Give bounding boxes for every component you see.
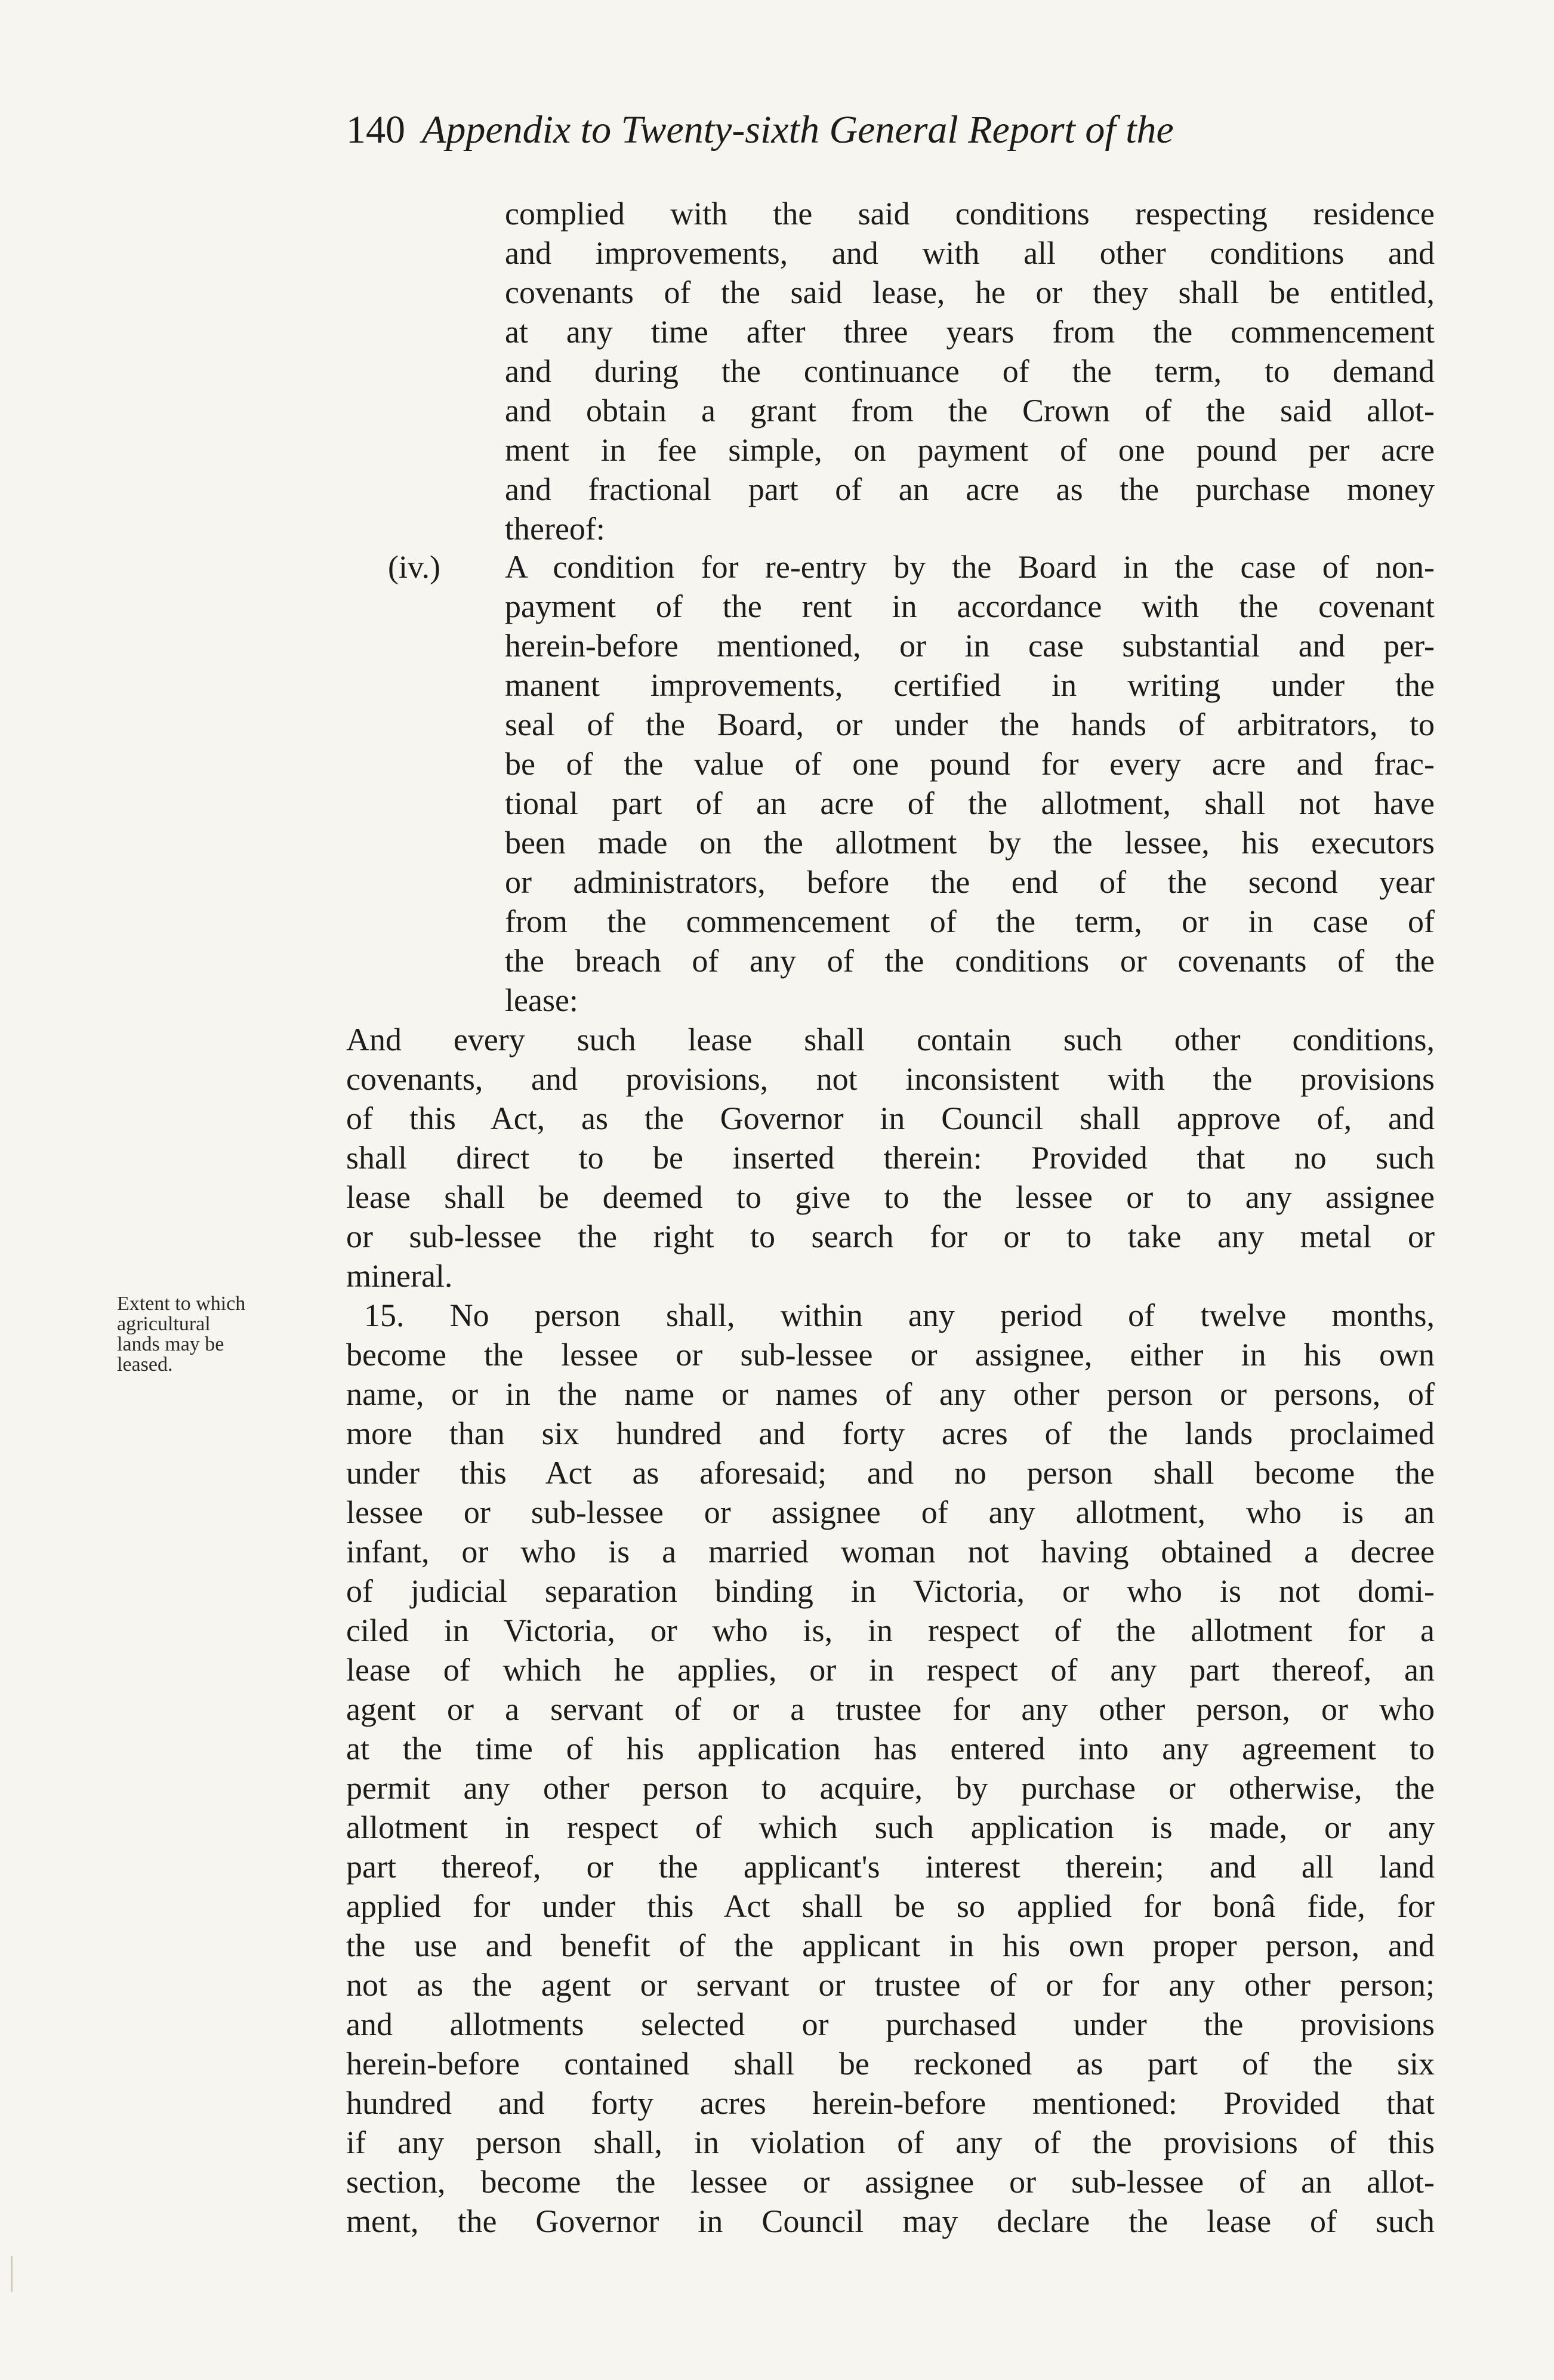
text-line: the use and benefit of the applicant in his own proper person, and (346, 1928, 1435, 1963)
text-line: of this Act, as the Governor in Council shall approve of, and (346, 1100, 1435, 1136)
text-line: hundred and forty acres herein-before mentioned: Provided that (346, 2085, 1435, 2121)
text-line: part thereof, or the applicant's interest therein; and all land (346, 1849, 1435, 1885)
text-line: been made on the allotment by the lessee, his executors (505, 825, 1435, 861)
text-line: allotment in respect of which such application is made, or any (346, 1809, 1435, 1845)
text-line: tional part of an acre of the allotment, shall not have (505, 785, 1435, 821)
text-line: manent improvements, certified in writing under the (505, 667, 1435, 703)
text-line: applied for under this Act shall be so applied for bonâ fide, for (346, 1888, 1435, 1924)
marginal-note-line: lands may be (117, 1333, 224, 1355)
text-line: And every such lease shall contain such other conditions, (346, 1022, 1435, 1058)
text-line: of judicial separation binding in Victoria, or who is not domi- (346, 1573, 1435, 1609)
text-line: ment, the Governor in Council may declare the lease of such (346, 2203, 1435, 2239)
text-line: agent or a servant of or a trustee for any other person, or who (346, 1691, 1435, 1727)
text-line: at the time of his application has entered into any agreement to (346, 1731, 1435, 1766)
text-line: complied with the said conditions respecting residence (505, 196, 1435, 232)
section-heading-line: 15. No person shall, within any period of twelve months, (364, 1297, 1435, 1333)
text-line: A condition for re-entry by the Board in the case of non- (505, 549, 1435, 585)
text-line: section, become the lessee or assignee or sub-lessee of an allot- (346, 2164, 1435, 2200)
text-line: and improvements, and with all other conditions and (505, 235, 1435, 271)
text-line: ment in fee simple, on payment of one pound per acre (505, 432, 1435, 468)
text-line: and obtain a grant from the Crown of the said allot- (505, 393, 1435, 428)
marginal-note-line: Extent to which (117, 1293, 246, 1315)
text-line: become the lessee or sub-lessee or assignee, either in his own (346, 1337, 1435, 1373)
text-line: permit any other person to acquire, by purchase or otherwise, the (346, 1770, 1435, 1806)
clause-marker: (iv.) (388, 549, 440, 585)
text-line: and allotments selected or purchased under the provisions (346, 2006, 1435, 2042)
text-line: or administrators, before the end of the second year (505, 864, 1435, 900)
text-line: mineral. (346, 1258, 453, 1294)
text-line: seal of the Board, or under the hands of arbitrators, to (505, 707, 1435, 742)
page-number: 140 (346, 108, 405, 152)
text-line: not as the agent or servant or trustee of or for any other person; (346, 1967, 1435, 2003)
page-header (346, 106, 1174, 154)
running-title: Appendix to Twenty-sixth General Report of the (422, 108, 1174, 152)
text-line: be of the value of one pound for every acre and frac- (505, 746, 1435, 782)
text-line: lessee or sub-lessee or assignee of any allotment, who is an (346, 1494, 1435, 1530)
marginal-note-line: leased. (117, 1354, 173, 1376)
text-line: if any person shall, in violation of any of the provisions of this (346, 2125, 1435, 2160)
text-line: ciled in Victoria, or who is, in respect of the allotment for a (346, 1613, 1435, 1648)
text-line: lease of which he applies, or in respect of any part thereof, an (346, 1652, 1435, 1688)
text-line: covenants, and provisions, not inconsistent with the provisions (346, 1061, 1435, 1097)
text-line: herein-before contained shall be reckoned as part of the six (346, 2046, 1435, 2082)
marginal-note-line: agricultural (117, 1313, 211, 1335)
text-line: herein-before mentioned, or in case substantial and per- (505, 628, 1435, 664)
text-line: infant, or who is a married woman not having obtained a decree (346, 1534, 1435, 1570)
text-line: from the commencement of the term, or in case of (505, 904, 1435, 939)
marginal-note (117, 1294, 314, 1375)
text-line: and during the continuance of the term, to demand (505, 353, 1435, 389)
text-line: or sub-lessee the right to search for or to take any metal or (346, 1219, 1435, 1254)
text-line: name, or in the name or names of any other person or persons, of (346, 1376, 1435, 1412)
text-line: and fractional part of an acre as the purchase money (505, 471, 1435, 507)
text-line: lease shall be deemed to give to the lessee or to any assignee (346, 1179, 1435, 1215)
text-line: under this Act as aforesaid; and no person shall become the (346, 1455, 1435, 1491)
scan-artifact (11, 2256, 13, 2292)
text-line: thereof: (505, 511, 605, 547)
text-line: shall direct to be inserted therein: Provided that no such (346, 1140, 1435, 1176)
text-line: lease: (505, 982, 578, 1018)
text-line: the breach of any of the conditions or covenants of the (505, 943, 1435, 979)
text-line: payment of the rent in accordance with the covenant (505, 588, 1435, 624)
text-line: more than six hundred and forty acres of the lands proclaimed (346, 1416, 1435, 1451)
text-line: at any time after three years from the commencement (505, 314, 1435, 350)
text-line: covenants of the said lease, he or they shall be entitled, (505, 275, 1435, 310)
